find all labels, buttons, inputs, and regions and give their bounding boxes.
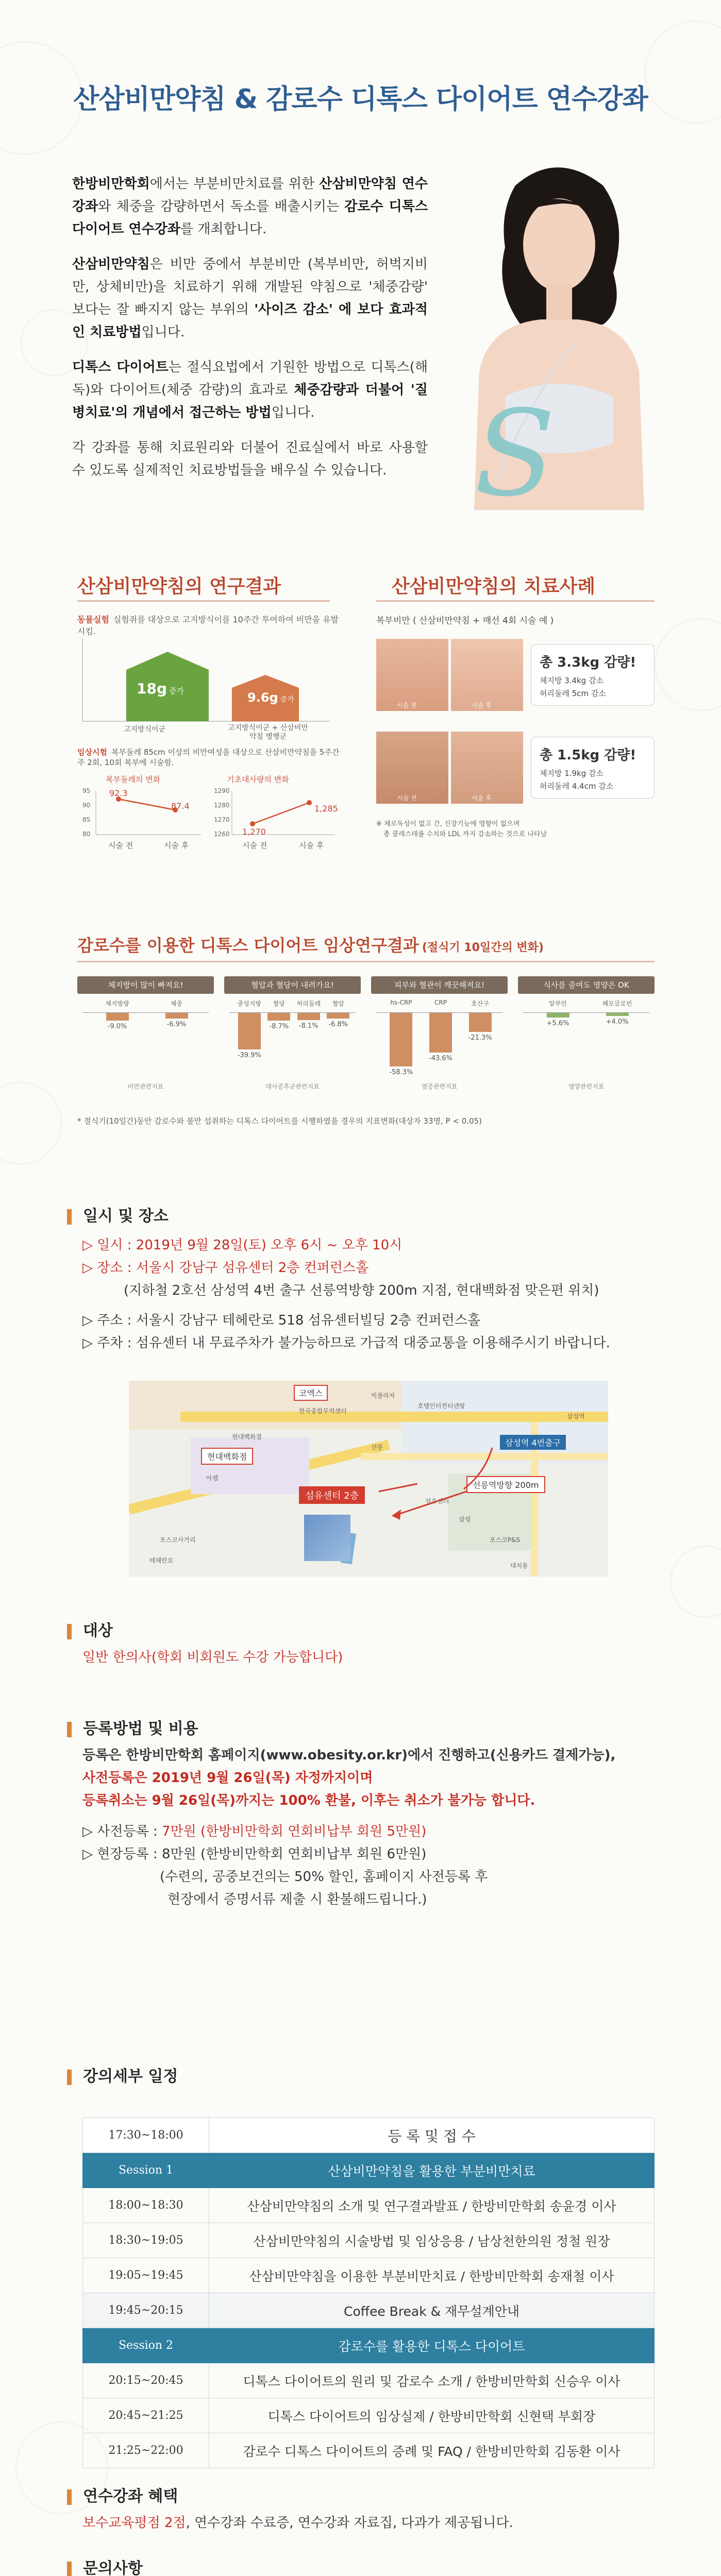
metabolism-before: 1,270: [242, 827, 266, 837]
lecture-time: 19:05~19:45: [83, 2258, 209, 2293]
section-lecture: [67, 2063, 178, 2086]
bar2-value: [247, 690, 294, 705]
intro-society-name: 한방비만학회: [72, 176, 150, 192]
intro-text-span: 를 개최합니다.: [180, 222, 267, 237]
detox-bar-value: -9.0%: [107, 1023, 127, 1031]
detox-bar: [390, 1012, 412, 1066]
map-label-center: 섬유센터 2층: [299, 1486, 365, 1504]
bar2-number: 9.6g: [247, 690, 278, 705]
lecture-content: 산삼비만약침을 이용한 부분비만치료 / 한방비만학회 송재철 이사: [209, 2258, 655, 2293]
lecture-time: 20:45~21:25: [83, 2398, 209, 2433]
detox-bar-value: -6.9%: [166, 1021, 187, 1029]
lecture-time: 17:30~18:00: [83, 2118, 209, 2153]
detox-bar-value: -39.9%: [237, 1051, 261, 1059]
detox-group-footer: 대사증후군관련지표: [265, 1083, 320, 1090]
map-small-label: 삼성역: [567, 1413, 585, 1420]
intro-highlight: 체중감량과 더불어 '질병치료'의 개념에서 접근하는 방법: [72, 382, 428, 420]
detox-bar-label: hs-CRP: [390, 999, 412, 1006]
detox-group: [77, 976, 214, 1105]
intro-text: [72, 173, 428, 494]
lecture-content: 산삼비만약침을 활용한 부분비만치료: [209, 2153, 655, 2188]
detox-bar-label: CRP: [434, 999, 447, 1006]
intro-highlight: 감로수 디톡스 다이어트 연수강좌: [72, 199, 428, 237]
case2-result-box: [531, 737, 655, 799]
intro-highlight: 산삼비만약침: [72, 257, 150, 272]
section-lecture-title: 강의세부 일정: [83, 2067, 178, 2086]
case2-before-photo: [376, 732, 448, 804]
bar1-number: 18g: [137, 680, 167, 697]
lecture-time: 18:00~18:30: [83, 2188, 209, 2223]
g1-ytick: 90: [82, 802, 91, 809]
detox-group-header: 식사를 줄여도 영양은 OK: [518, 976, 655, 994]
lecture-row: [83, 2258, 655, 2293]
case2-line2: 허리둘레 4.4cm 감소: [540, 782, 614, 791]
waist-line: [119, 799, 175, 810]
metabolism-after: 1,285: [314, 804, 338, 814]
detox-bar: [297, 1012, 320, 1020]
bar2-unit: 증가: [280, 696, 294, 704]
case1-line2: 허리둘레 5cm 감소: [540, 689, 606, 698]
metabolism-line: [253, 803, 309, 824]
g2-ytick: 1280: [214, 802, 230, 809]
section-registration-title: 등록방법 및 비용: [83, 1720, 198, 1738]
detox-group-footer: 영양관련지표: [568, 1083, 605, 1090]
map-small-label: 포스코P&S: [490, 1536, 520, 1544]
metabolism-graph-title: 기초대사량의 변화: [227, 775, 289, 784]
animal-weight-chart: [77, 639, 335, 732]
clinical-label: 임상시험: [77, 748, 107, 757]
lecture-table: [82, 2117, 655, 2468]
x-label-after: 시술 후: [299, 841, 324, 850]
g1-ytick: 95: [82, 787, 91, 794]
animal-desc: 실험쥐를 대상으로 고지방식이를 10주간 투여하여 비만을 유발시킴.: [77, 615, 339, 636]
lecture-row: [83, 2293, 655, 2328]
intro-text-span: 는 절식요법에서 기원한 방법으로 디톡스(해독)와 다이어트(체중 감량)의 효과로: [72, 360, 428, 398]
lecture-content: 디톡스 다이어트의 임상실제 / 한방비만학회 신현택 부회장: [209, 2398, 655, 2433]
map-small-label: 빅플라자: [371, 1392, 395, 1399]
section-benefit: [67, 2483, 178, 2506]
event-date: ▷ 일시 : 2019년 9월 28일(토) 오후 6시 ~ 오후 10시: [82, 1238, 403, 1253]
case1-after-label: 시술 후: [472, 702, 492, 709]
intro-text-span: 와 체중을 감량하면서 독소를 배출시키는: [98, 199, 345, 214]
detox-bar: [165, 1012, 188, 1019]
section-contact: [67, 2555, 143, 2576]
detox-bar: [606, 1012, 629, 1016]
intro-highlight: 산삼비만약침 연수강좌: [72, 176, 428, 214]
detox-bar: [327, 1012, 349, 1019]
x-label-after: 시술 후: [164, 841, 189, 850]
g1-ytick: 80: [82, 831, 91, 838]
benefit-rest: , 연수강좌 수료증, 연수강좌 자료집, 다과가 제공됩니다.: [186, 2515, 513, 2531]
detox-bar: [469, 1012, 492, 1032]
intro-paragraph-3: [72, 356, 428, 424]
lecture-row: [83, 2118, 655, 2153]
detox-bar: [429, 1012, 452, 1053]
map-label-hyundai: 현대백화점: [201, 1448, 253, 1465]
lecture-content: 산삼비만약침의 시술방법 및 임상응용 / 남상천한의원 정철 원장: [209, 2223, 655, 2258]
lecture-content: Coffee Break & 재무설계안내: [209, 2293, 655, 2328]
intro-paragraph-4: 각 강좌를 통해 치료원리와 더불어 진료실에서 바로 사용할 수 있도록 실제적인 치료방법들을 배우실 수 있습니다.: [72, 440, 428, 478]
case2-after-label: 시술 후: [472, 794, 492, 802]
case2-before-label: 시술 전: [397, 794, 417, 802]
map-small-label: 한국종합무역센터: [299, 1408, 347, 1415]
detox-bar-label: 혈당: [273, 1000, 285, 1007]
svg-text:S: S: [474, 385, 556, 510]
lecture-row: [83, 2433, 655, 2468]
map-small-label: 현대백화점: [232, 1433, 262, 1440]
case1-after-photo: [451, 639, 523, 711]
intro-highlight: '사이즈 감소' 에 보다 효과적인 치료방법: [72, 302, 428, 340]
cases-note-line1: ※ 체모독성이 없고 간, 신장기능에 영향이 없으며: [376, 820, 520, 828]
detox-bar: [267, 1012, 290, 1021]
bar1-unit: 증가: [169, 686, 184, 696]
detox-group-footer: 염증관련지표: [421, 1083, 458, 1090]
research-title: 산삼비만약침의 연구결과: [77, 576, 281, 597]
g1-ytick: 85: [82, 816, 91, 823]
event-address: ▷ 주소 : 서울시 강남구 테헤란로 518 섬유센터빌딩 2층 컨퍼런스홀: [82, 1313, 481, 1328]
cases-subtitle: 복부비만 ( 산삼비만약침 + 매선 4회 시술 예 ): [376, 616, 554, 626]
lecture-time: 21:25~22:00: [83, 2433, 209, 2468]
g2-ytick: 1270: [214, 816, 230, 823]
animal-label: 동물실험: [77, 615, 109, 624]
registration-text: [82, 1744, 615, 1911]
lecture-row: [83, 2153, 655, 2188]
detox-bar: [547, 1012, 569, 1018]
section-target-title: 대상: [83, 1622, 113, 1640]
intro-text-span: 입니다.: [271, 405, 315, 420]
map-label-coex: 코엑스: [294, 1385, 328, 1401]
detox-bar-value: -43.6%: [429, 1055, 452, 1063]
detox-group-header: 체지방이 많이 빠져요!: [77, 976, 214, 994]
intro-text-span: 입니다.: [141, 325, 185, 340]
case1-line1: 체지방 3.4kg 감소: [540, 676, 604, 685]
registration-line2: 사전등록은 2019년 9월 26일(목) 자정까지이며: [82, 1770, 373, 1786]
onsite-registration: ▷ 현장등록 : 8만원 (한방비만학회 연회비납부 회원 6만원): [82, 1846, 427, 1862]
detox-bar-value: -8.1%: [298, 1022, 318, 1030]
detox-bar-value: +4.0%: [606, 1018, 629, 1026]
detox-group-header: 혈압과 혈당이 내려가요!: [224, 976, 361, 994]
page-title: 산삼비만약침 & 감로수 디톡스 다이어트 연수강좌: [73, 84, 648, 115]
waist-before: 92.3: [109, 788, 128, 798]
detox-group: [224, 976, 361, 1105]
benefit-highlight: 보수교육평점 2점: [82, 2515, 186, 2531]
detox-group: [518, 976, 655, 1105]
case2-result: 총 1.5kg 감량!: [540, 748, 636, 763]
section-contact-title: 문의사항: [83, 2560, 143, 2576]
lecture-time: Session 1: [83, 2153, 209, 2188]
g2-ytick: 1260: [214, 831, 230, 838]
intro-text-span: 은 비만 중에서 부분비만 (복부비만, 허벅지비만, 상체비만)을 치료하기 위해 개발된 약침으로 '체중감량' 보다는 잘 빠지지 않는 부위의: [72, 257, 428, 317]
bar2-category: 고지방식이군 + 산삼비만약침 병행군: [228, 724, 308, 741]
lecture-row: [83, 2328, 655, 2363]
lecture-content: 산삼비만약침의 소개 및 연구결과발표 / 한방비만학회 송윤경 이사: [209, 2188, 655, 2223]
pre-registration-label: ▷ 사전등록 :: [82, 1824, 162, 1839]
lecture-content: 감로수 디톡스 다이어트의 증례 및 FAQ / 한방비만학회 김동환 이사: [209, 2433, 655, 2468]
clinical-desc: 복부둘레 85cm 이상의 비만여성을 대상으로 산삼비만약침을 5주간 주 2회, 10회 복부에 시술함.: [77, 748, 340, 767]
intro-text-span: 에서는 부분비만치료를 위한: [149, 176, 320, 192]
cases-note: [376, 819, 547, 840]
map-small-label: 삼성: [459, 1516, 471, 1523]
lecture-row: [83, 2398, 655, 2433]
target-text: 일반 한의사(학회 비회원도 수강 가능합니다): [82, 1650, 343, 1665]
map-small-label: 대치동: [510, 1562, 528, 1569]
case2-after-photo: [451, 732, 523, 804]
detox-bar-label: 허리둘레: [296, 1000, 321, 1007]
waist-after: 87.4: [171, 801, 190, 811]
detox-bar-value: +5.6%: [546, 1020, 569, 1028]
detox-bar-label: 알부민: [549, 1000, 567, 1007]
detox-title-text: 감로수를 이용한 디톡스 다이어트 임상연구결과: [77, 936, 419, 955]
bar1-category: 고지방식이군: [124, 725, 166, 734]
case1-before-photo: [376, 639, 448, 711]
case2-line1: 체지방 1.9kg 감소: [540, 769, 604, 778]
detox-group-footer: 비만관련지표: [127, 1083, 164, 1090]
detox-bar-label: 체중: [170, 1000, 183, 1007]
map-small-label: 선릉: [371, 1444, 383, 1451]
cases-title: 산삼비만약침의 치료사례: [392, 576, 596, 597]
event-place: ▷ 장소 : 서울시 강남구 섬유센터 2층 컨퍼런스홀: [82, 1260, 369, 1276]
detox-group-header: 피부와 혈관이 깨끗해져요!: [371, 976, 508, 994]
waist-graph-title: 복부둘레의 변화: [106, 775, 161, 784]
detox-bar-label: 체지방량: [105, 1000, 129, 1007]
pre-registration-fee: 7만원 (한방비만학회 연회비납부 회원 5만원): [162, 1824, 427, 1839]
registration-note1: (수련의, 공중보건의는 50% 할인, 홈페이지 사전등록 후: [160, 1869, 488, 1885]
map-small-label: 테헤란로: [149, 1557, 174, 1564]
event-place-sub: (지하철 2호선 삼성역 4번 출구 선릉역방향 200m 지점, 현대백화점 맞은편 위치): [124, 1283, 599, 1298]
cases-note-line2: 총 콜레스테롤 수치와 LDL 까지 감소하는 것으로 나타남: [383, 831, 547, 838]
detox-bar-value: -6.8%: [328, 1021, 348, 1029]
x-label-before: 시술 전: [242, 841, 267, 850]
lecture-content: 디톡스 다이어트의 원리 및 감로수 소개 / 한방비만학회 신승우 이사: [209, 2363, 655, 2398]
x-label-before: 시술 전: [108, 841, 133, 850]
detox-bar-value: -58.3%: [389, 1068, 413, 1076]
map-small-label: 아셈: [206, 1475, 219, 1482]
section-target: [67, 1618, 113, 1640]
g2-ytick: 1290: [214, 787, 230, 794]
pre-registration: [82, 1820, 615, 1843]
case1-result: 총 3.3kg 감량!: [540, 655, 636, 670]
map-small-label: 호텔인터컨티넨탈: [417, 1402, 465, 1410]
event-parking: ▷ 주차 : 섬유센터 내 무료주차가 불가능하므로 가급적 대중교통을 이용해주시기 바랍니다.: [82, 1335, 610, 1351]
intro-highlight: 디톡스 다이어트: [72, 360, 169, 375]
lecture-content: 감로수를 활용한 디톡스 다이어트: [209, 2328, 655, 2363]
registration-line3: 등록취소는 9월 26일(목)까지는 100% 환불, 이후는 취소가 불가능 합니다.: [82, 1793, 535, 1808]
lecture-time: 20:15~20:45: [83, 2363, 209, 2398]
lecture-row: [83, 2363, 655, 2398]
detox-title-sub: (절식기 10일간의 변화): [422, 941, 544, 954]
lecture-row: [83, 2223, 655, 2258]
registration-note2: 현장에서 증명서류 제출 시 환불해드립니다.): [167, 1892, 427, 1907]
section-date-place: [67, 1203, 169, 1226]
section-date-place-title: 일시 및 장소: [83, 1207, 169, 1225]
animal-experiment: [77, 613, 345, 637]
detox-bar-label: 혈압: [332, 1000, 344, 1007]
map-label-direction: 선릉역방향 200m: [466, 1476, 545, 1493]
detox-bar-label: 혜모글로빈: [602, 1000, 632, 1007]
detox-bar-value: -21.3%: [468, 1034, 492, 1042]
woman-photo: [459, 155, 655, 510]
lecture-time: Session 2: [83, 2328, 209, 2363]
map-small-label: 포스코사거리: [160, 1536, 196, 1544]
detox-bar-label: 중성지방: [237, 1000, 261, 1007]
registration-line1: 등록은 한방비만학회 홈페이지(www.obesity.or.kr)에서 진행하고(신용카드 결제가능),: [82, 1748, 616, 1763]
detox-note: * 절식기(10일간)동안 감로수와 불만 섭취하는 디톡스 다이어트를 시행하였을 경우의 지표변화(대상자 33명, P < 0.05): [77, 1116, 482, 1126]
lecture-time: 18:30~19:05: [83, 2223, 209, 2258]
bar1-value: [137, 680, 184, 697]
case1-result-box: [531, 644, 655, 706]
intro-paragraph-1: [72, 173, 428, 241]
detox-bar: [106, 1012, 129, 1021]
detox-bar-label: 호산구: [471, 1000, 490, 1007]
section-benefit-title: 연수강좌 혜택: [83, 2487, 178, 2505]
date-place-text: [82, 1234, 610, 1354]
intro-paragraph-2: [72, 253, 428, 344]
detox-bar: [238, 1012, 261, 1049]
map-small-label: 섬유센터: [425, 1498, 449, 1505]
lecture-time: 19:45~20:15: [83, 2293, 209, 2328]
detox-bar-value: -8.7%: [269, 1022, 289, 1030]
lecture-row: [83, 2188, 655, 2223]
case1-before-label: 시술 전: [397, 702, 417, 709]
detox-group: [371, 976, 508, 1105]
section-registration: [67, 1716, 198, 1738]
map-label-exit: 삼성역 4번출구: [500, 1435, 566, 1450]
lecture-content: 등 록 및 접 수: [209, 2118, 655, 2153]
benefit-text: [82, 2512, 513, 2534]
clinical-trial: [77, 747, 345, 768]
detox-title: [77, 933, 544, 956]
location-map: [129, 1381, 608, 1577]
